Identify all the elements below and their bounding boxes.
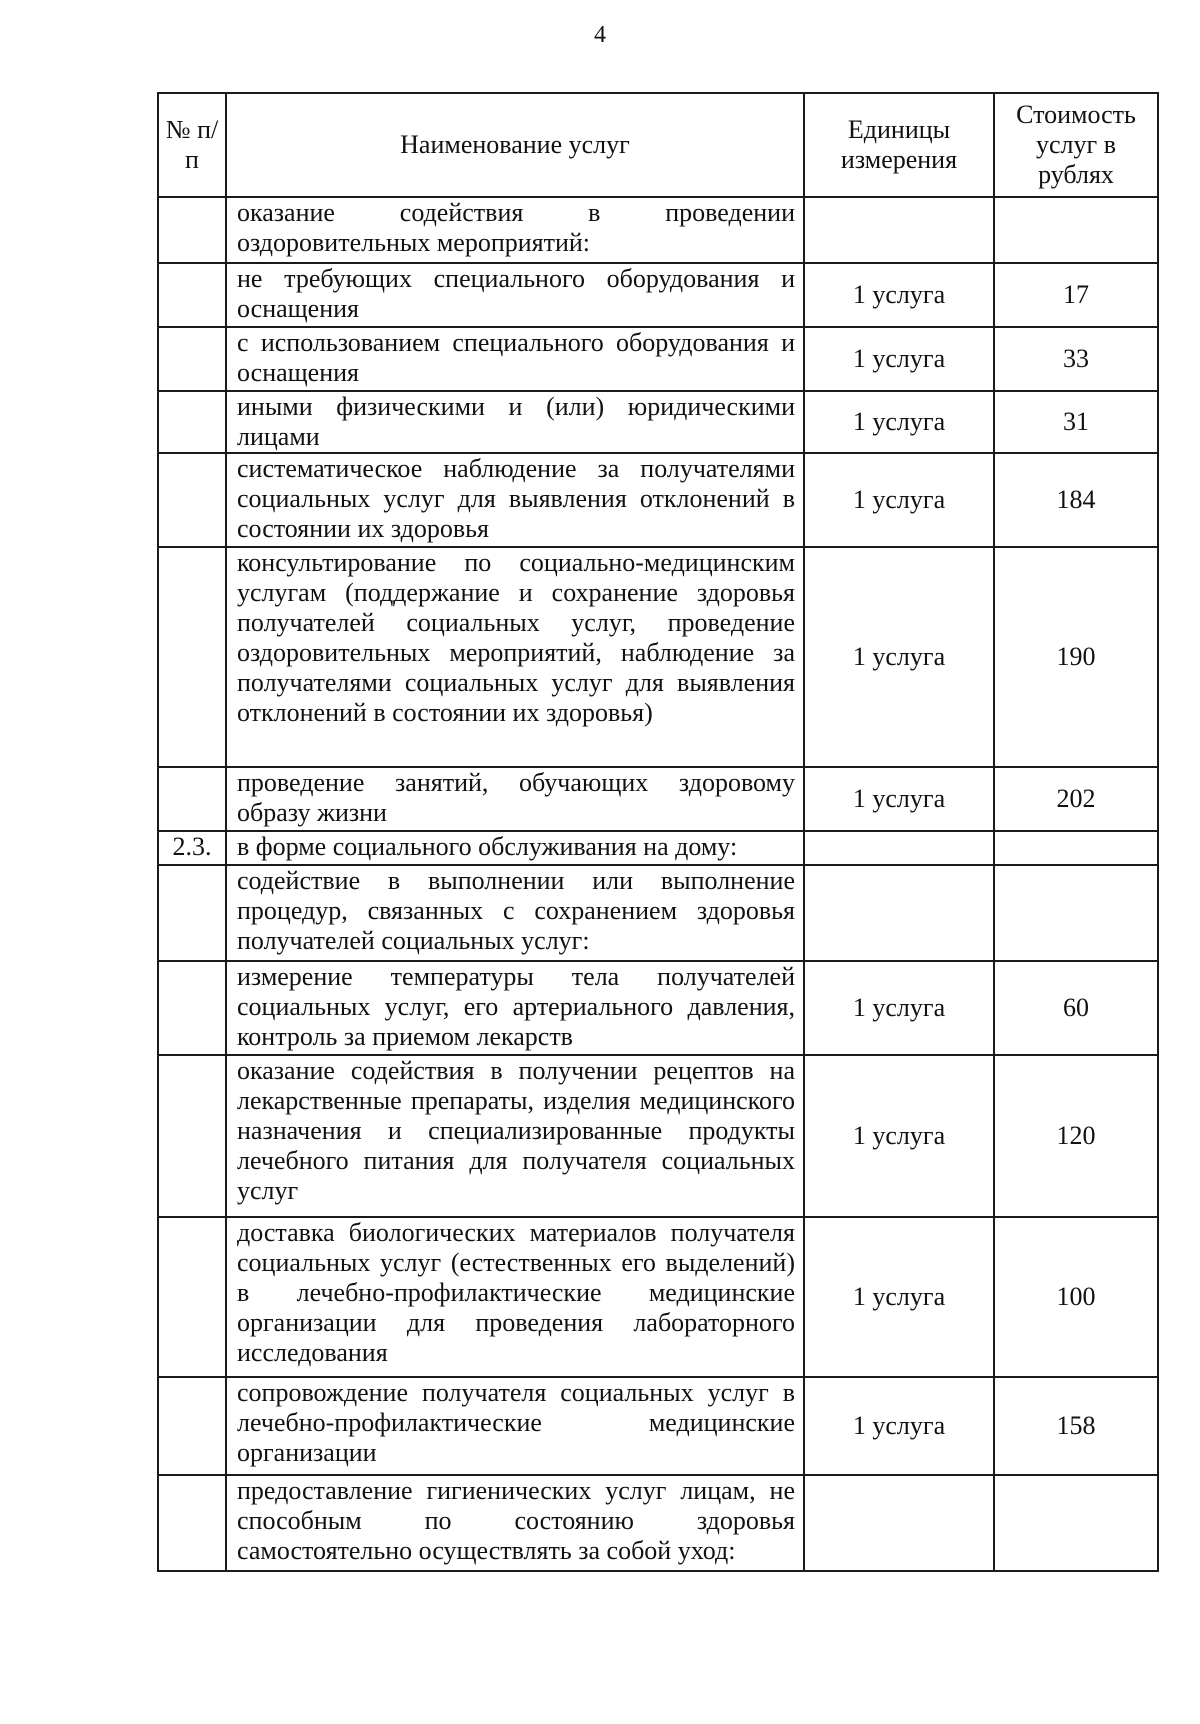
row-unit: 1 услуга xyxy=(804,1217,994,1377)
row-cost xyxy=(994,831,1158,865)
row-name: консультирование по социально-медицинским услугам (поддержание и сохранение здоровья получателей социальных услуг, проведение оздоровительных мероприятий, наблюдение за получателями социальных услуг для выявления отклонений в состоянии их здоровья) xyxy=(226,547,804,767)
row-cost xyxy=(994,1475,1158,1571)
row-cost: 17 xyxy=(994,263,1158,327)
table-row xyxy=(158,1377,1158,1475)
header-unit: Единицы измерения xyxy=(804,93,994,197)
row-name: сопровождение получателя социальных услуг в лечебно-профилактические медицинские организации xyxy=(226,1377,804,1475)
row-num xyxy=(158,327,226,391)
table-row xyxy=(158,391,1158,453)
header-num: № п/п xyxy=(158,93,226,197)
row-name: оказание содействия в проведении оздоровительных мероприятий: xyxy=(226,197,804,263)
table-row xyxy=(158,1055,1158,1217)
row-num xyxy=(158,865,226,961)
row-cost: 60 xyxy=(994,961,1158,1055)
row-num xyxy=(158,767,226,831)
row-cost: 120 xyxy=(994,1055,1158,1217)
row-cost: 184 xyxy=(994,453,1158,547)
table-row xyxy=(158,1475,1158,1571)
row-name: систематическое наблюдение за получателями социальных услуг для выявления отклонений в состоянии их здоровья xyxy=(226,453,804,547)
row-name: не требующих специального оборудования и оснащения xyxy=(226,263,804,327)
row-cost xyxy=(994,197,1158,263)
row-name: в форме социального обслуживания на дому: xyxy=(226,831,804,865)
table-header-row xyxy=(158,93,1158,197)
table-row xyxy=(158,961,1158,1055)
row-num xyxy=(158,453,226,547)
row-num xyxy=(158,1217,226,1377)
table-row xyxy=(158,865,1158,961)
table-row xyxy=(158,547,1158,767)
header-cost: Стоимость услуг в рублях xyxy=(994,93,1158,197)
row-num xyxy=(158,961,226,1055)
row-name: предоставление гигиенических услуг лицам, не способным по состоянию здоровья самостоятельно осуществлять за собой уход: xyxy=(226,1475,804,1571)
row-num xyxy=(158,391,226,453)
row-num xyxy=(158,263,226,327)
row-name: содействие в выполнении или выполнение процедур, связанных с сохранением здоровья получателей социальных услуг: xyxy=(226,865,804,961)
row-unit: 1 услуга xyxy=(804,263,994,327)
row-num xyxy=(158,547,226,767)
row-cost: 33 xyxy=(994,327,1158,391)
row-num xyxy=(158,1055,226,1217)
row-unit xyxy=(804,1475,994,1571)
row-name: оказание содействия в получении рецептов на лекарственные препараты, изделия медицинского назначения и специализированные продукты лечебного питания для получателя социальных услуг xyxy=(226,1055,804,1217)
row-unit xyxy=(804,197,994,263)
page-number: 4 xyxy=(594,22,606,48)
row-cost: 202 xyxy=(994,767,1158,831)
table-row xyxy=(158,197,1158,263)
row-num xyxy=(158,1377,226,1475)
row-num xyxy=(158,197,226,263)
row-unit: 1 услуга xyxy=(804,1055,994,1217)
row-unit xyxy=(804,831,994,865)
table-row xyxy=(158,831,1158,865)
row-cost: 158 xyxy=(994,1377,1158,1475)
row-num xyxy=(158,1475,226,1571)
row-unit xyxy=(804,865,994,961)
row-unit: 1 услуга xyxy=(804,547,994,767)
table-row xyxy=(158,327,1158,391)
row-unit: 1 услуга xyxy=(804,767,994,831)
row-name: иными физическими и (или) юридическими лицами xyxy=(226,391,804,453)
row-unit: 1 услуга xyxy=(804,327,994,391)
table-row xyxy=(158,1217,1158,1377)
row-name: доставка биологических материалов получателя социальных услуг (естественных его выделений) в лечебно-профилактические медицинские организации для проведения лабораторного исследования xyxy=(226,1217,804,1377)
row-unit: 1 услуга xyxy=(804,1377,994,1475)
table-row xyxy=(158,767,1158,831)
row-cost: 100 xyxy=(994,1217,1158,1377)
row-unit: 1 услуга xyxy=(804,453,994,547)
services-price-table xyxy=(157,92,1159,1572)
table-row xyxy=(158,263,1158,327)
row-name: с использованием специального оборудования и оснащения xyxy=(226,327,804,391)
row-name: проведение занятий, обучающих здоровому образу жизни xyxy=(226,767,804,831)
row-num: 2.3. xyxy=(158,831,226,865)
row-cost xyxy=(994,865,1158,961)
row-cost: 31 xyxy=(994,391,1158,453)
row-unit: 1 услуга xyxy=(804,391,994,453)
row-unit: 1 услуга xyxy=(804,961,994,1055)
row-cost: 190 xyxy=(994,547,1158,767)
header-name: Наименование услуг xyxy=(226,93,804,197)
table-row xyxy=(158,453,1158,547)
row-name: измерение температуры тела получателей социальных услуг, его артериального давления, контроль за приемом лекарств xyxy=(226,961,804,1055)
